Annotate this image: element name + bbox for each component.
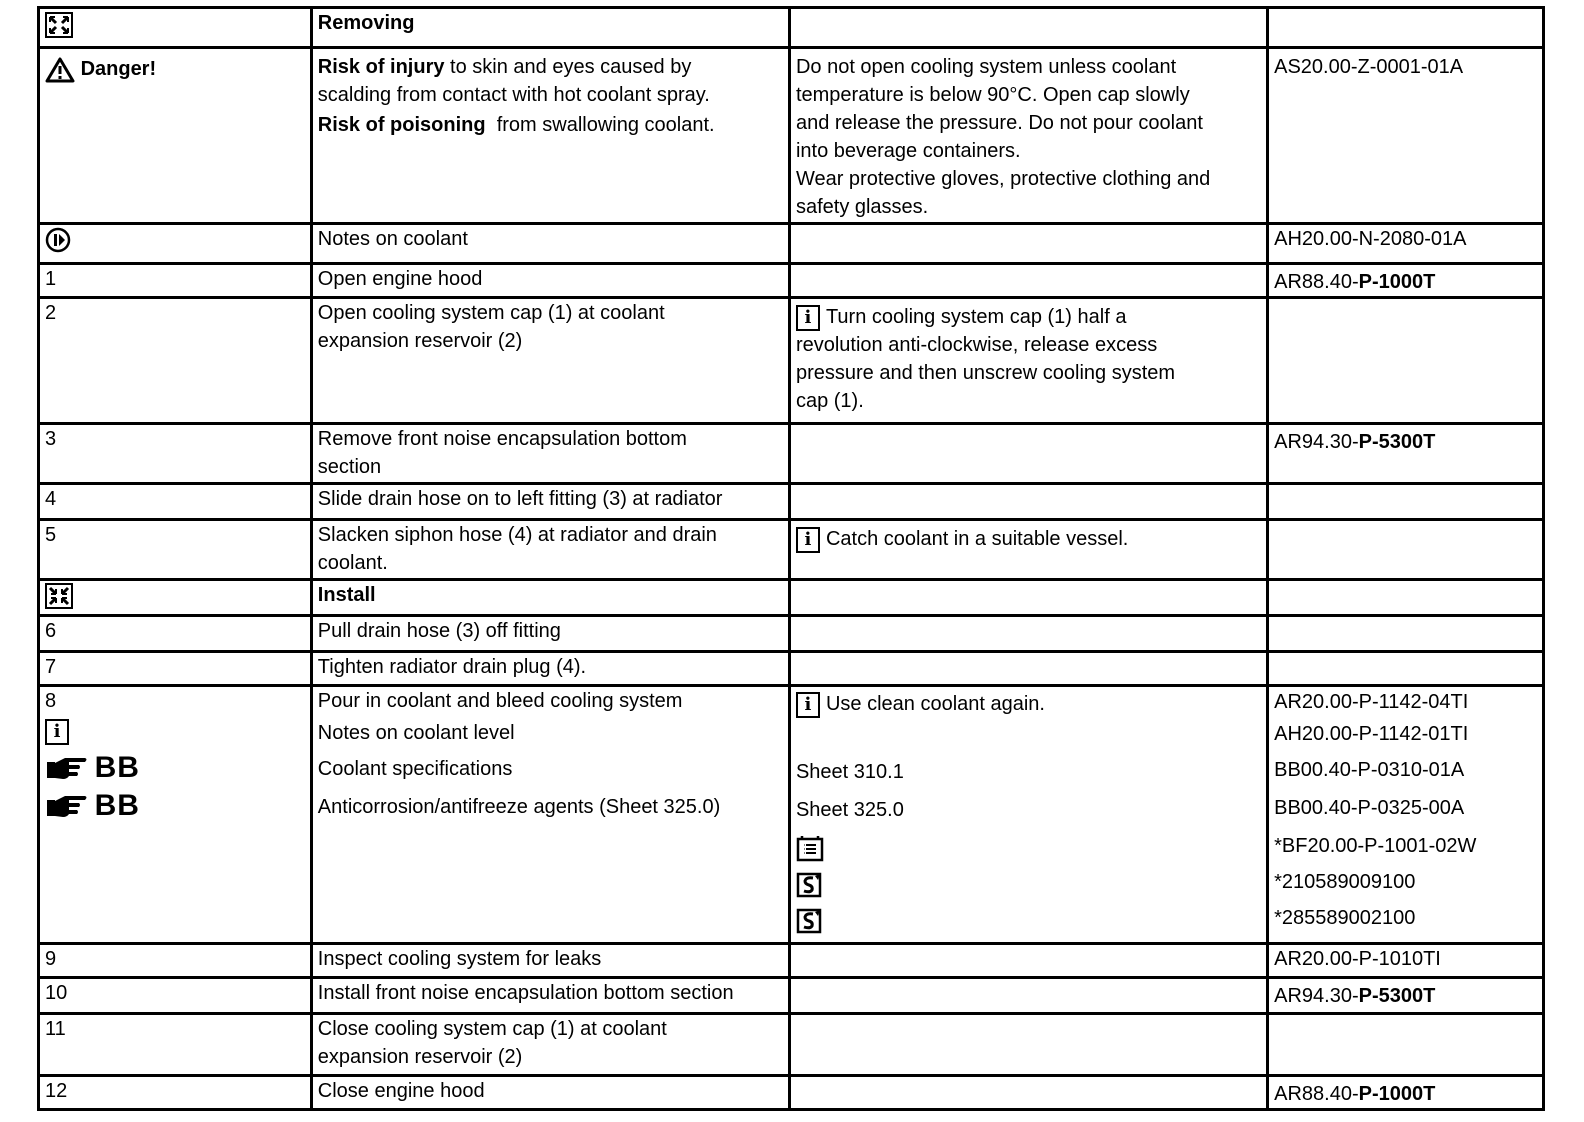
table-row — [39, 616, 1544, 652]
risk-poisoning-label: Risk of poisoning — [317, 114, 486, 136]
spec-sheet: Sheet 325.0 — [795, 799, 904, 821]
step-note: cap (1). — [795, 390, 864, 412]
step-text: Close engine hood — [317, 1080, 485, 1102]
step-text: Tighten radiator drain plug (4). — [317, 656, 587, 678]
risk-injury-label: Risk of injury — [317, 56, 445, 78]
table-row — [39, 48, 1544, 224]
step-number: 8 — [45, 690, 57, 712]
part-reference: *BF20.00-P-1001-02W — [1274, 835, 1477, 857]
part-reference: *210589009100 — [1274, 871, 1416, 893]
step-text: section — [317, 456, 382, 478]
table-row — [39, 944, 1544, 978]
risk-injury-text: to skin and eyes caused by — [444, 56, 692, 78]
step-note: Catch coolant in a suitable vessel. — [825, 528, 1129, 550]
step-text: expansion reservoir (2) — [317, 330, 523, 352]
special-tool-icon — [796, 872, 824, 898]
danger-label: Danger! — [80, 58, 157, 80]
step-reference: AR88.40-P-1000T — [1274, 1083, 1436, 1105]
bb-label: BB — [94, 789, 140, 822]
table-row — [39, 978, 1544, 1014]
danger-measure-line: Do not open cooling system unless coolant — [795, 56, 1177, 78]
danger-measure-line: safety glasses. — [795, 196, 929, 218]
table-row — [39, 520, 1544, 580]
spec-sheet: Sheet 310.1 — [795, 761, 904, 783]
step-reference: AR20.00-P-1142-04TI — [1274, 691, 1469, 713]
step-number: 11 — [45, 1018, 66, 1040]
danger-measure-line: and release the pressure. Do not pour coolant — [795, 112, 1203, 134]
section-title: Install — [317, 584, 376, 606]
step-reference: AH20.00-N-2080-01A — [1274, 228, 1467, 250]
step-number: 9 — [45, 948, 57, 970]
table-row — [39, 652, 1544, 686]
special-tool-icon — [796, 908, 824, 934]
table-row — [39, 224, 1544, 264]
step-reference: AR88.40-P-1000T — [1274, 271, 1436, 293]
step-note: revolution anti-clockwise, release excess — [795, 334, 1158, 356]
step-text: Remove front noise encapsulation bottom — [317, 428, 687, 450]
info-circle-icon — [45, 227, 71, 253]
step-reference: AR94.30-P-5300T — [1274, 985, 1436, 1007]
step-text: Close cooling system cap (1) at coolant — [317, 1018, 667, 1040]
spec-title: Coolant specifications — [317, 758, 513, 780]
step-number: 5 — [45, 524, 57, 546]
step-text: coolant. — [317, 552, 388, 574]
info-box-icon: i — [796, 305, 820, 331]
table-row — [39, 484, 1544, 520]
pointing-hand-icon — [45, 754, 89, 782]
risk-injury-text-line2: scalding from contact with hot coolant spray. — [317, 84, 710, 106]
danger-measure-line: temperature is below 90°C. Open cap slowly — [795, 84, 1190, 106]
step-number: 12 — [45, 1080, 68, 1102]
step-reference: AR94.30-P-5300T — [1274, 431, 1436, 453]
table-row — [39, 8, 1544, 48]
table-row — [39, 298, 1544, 424]
repair-procedure-table — [37, 6, 1545, 1111]
section-marker-icon — [45, 583, 73, 609]
table-row — [39, 424, 1544, 484]
info-box-icon: i — [796, 527, 820, 553]
table-row — [39, 1014, 1544, 1076]
danger-reference: AS20.00-Z-0001-01A — [1274, 56, 1464, 78]
danger-measure-line: Wear protective gloves, protective clothing and — [795, 168, 1211, 190]
danger-measure-line: into beverage containers. — [795, 140, 1021, 162]
step-number: 4 — [45, 488, 57, 510]
info-box-icon: i — [796, 692, 820, 718]
step-number: 2 — [45, 302, 57, 324]
step-text: Pour in coolant and bleed cooling system — [317, 690, 683, 712]
spec-reference: BB00.40-P-0310-01A — [1274, 759, 1465, 781]
step-text: Inspect cooling system for leaks — [317, 948, 602, 970]
section-title: Removing — [317, 12, 415, 34]
step-text: Slacken siphon hose (4) at radiator and drain — [317, 524, 717, 546]
step-text: Open engine hood — [317, 268, 483, 290]
step-reference: AH20.00-P-1142-01TI — [1274, 723, 1469, 745]
warning-triangle-icon — [45, 57, 75, 83]
step-number: 6 — [45, 620, 57, 642]
table-row — [39, 1076, 1544, 1110]
step-reference: AR20.00-P-1010TI — [1274, 948, 1441, 970]
section-marker-icon — [45, 12, 73, 38]
step-note: Turn cooling system cap (1) half a — [825, 306, 1127, 328]
step-text: Notes on coolant — [317, 228, 468, 250]
step-text: Install front noise encapsulation bottom section — [317, 982, 734, 1004]
step-note: Use clean coolant again. — [825, 693, 1045, 715]
step-number: 10 — [45, 982, 68, 1004]
step-text: Pull drain hose (3) off fitting — [317, 620, 561, 642]
spec-reference: BB00.40-P-0325-00A — [1274, 797, 1465, 819]
step-text: Slide drain hose on to left fitting (3) at radiator — [317, 488, 723, 510]
risk-poisoning-text: from swallowing coolant. — [485, 114, 715, 136]
bb-label: BB — [94, 751, 140, 784]
step-sub-note: Notes on coolant level — [317, 722, 515, 744]
spec-sheet-icon — [796, 836, 824, 862]
info-box-icon: i — [45, 719, 69, 745]
table-row — [39, 686, 1544, 944]
table-row — [39, 264, 1544, 298]
spec-title: Anticorrosion/antifreeze agents (Sheet 325.0) — [317, 796, 721, 818]
step-text: Open cooling system cap (1) at coolant — [317, 302, 665, 324]
pointing-hand-icon — [45, 792, 89, 820]
part-reference: *285589002100 — [1274, 907, 1416, 929]
table-row — [39, 580, 1544, 616]
step-number: 3 — [45, 428, 57, 450]
step-note: pressure and then unscrew cooling system — [795, 362, 1176, 384]
step-text: expansion reservoir (2) — [317, 1046, 523, 1068]
step-number: 1 — [45, 268, 57, 290]
step-number: 7 — [45, 656, 57, 678]
